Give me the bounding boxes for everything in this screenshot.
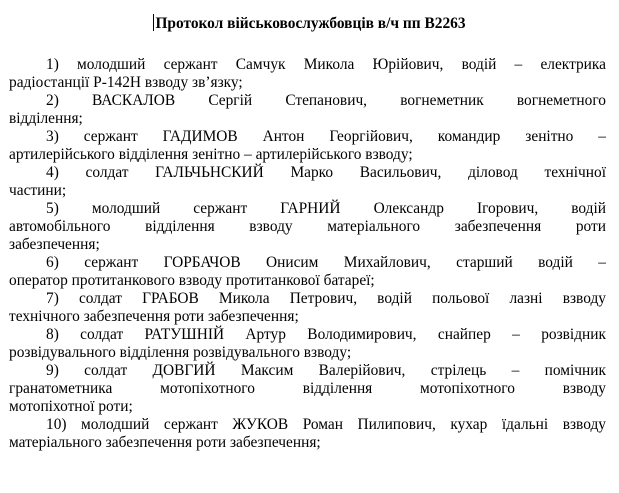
list-item-line: матеріального забезпечення роти забезпечення; (9, 434, 321, 451)
list-item-line: 6) сержант ГОРБАЧОВ Онисим Михайлович, старший водій – (46, 254, 606, 271)
list-item (9, 56, 606, 92)
list-item-line: артилерійського відділення зенітно – артилерійського взводу; (9, 146, 413, 163)
list-item (9, 128, 606, 164)
list-item (9, 164, 606, 200)
list-item-line: 10) молодший сержант ЖУКОВ Роман Пилипович, кухар їдальні взводу (46, 416, 606, 433)
list-item-line: 8) солдат РАТУШНІЙ Артур Володимирович, снайпер – розвідник (46, 326, 606, 343)
list-item-line: 7) солдат ГРАБОВ Микола Петрович, водій польової лазні взводу (46, 290, 606, 307)
list-item (9, 254, 606, 290)
list-item-line: забезпечення; (9, 236, 100, 253)
list-item-line: розвідувального відділення розвідувального взводу; (9, 344, 352, 361)
list-item (9, 200, 606, 254)
list-item-line: мотопіхотної роти; (9, 398, 133, 415)
list-item-line: 1) молодший сержант Самчук Микола Юрійович, водій – електрика (46, 56, 606, 73)
list-item-line: автомобільного відділення взводу матеріального забезпечення роти (9, 218, 606, 235)
document-title-text: Протокол військовослужбовців в/ч пп В2263 (155, 15, 466, 32)
list-item-line: гранатометника мотопіхотного відділення мотопіхотного взводу (9, 380, 606, 397)
list-item (9, 362, 606, 416)
document-body (9, 56, 606, 452)
list-item-line: 2) ВАСКАЛОВ Сергій Степанович, вогнеметник вогнеметного (46, 92, 606, 109)
list-item (9, 290, 606, 326)
list-item (9, 416, 606, 452)
list-item-line: 5) молодший сержант ГАРНИЙ Олександр Ігорович, водій (46, 200, 606, 217)
list-item (9, 326, 606, 362)
list-item-line: частини; (9, 182, 67, 199)
list-item-line: 4) солдат ГАЛЬЧЬНСКИЙ Марко Васильович, діловод технічної (46, 164, 606, 181)
document-title (0, 14, 619, 34)
list-item-line: радіостанції Р-142Н взводу зв’язку; (9, 74, 243, 91)
list-item-line: 3) сержант ГАДИМОВ Антон Георгійович, командир зенітно – (46, 128, 606, 145)
list-item-line: технічного забезпечення роти забезпечення; (9, 308, 299, 325)
list-item-line: відділення; (9, 110, 83, 127)
list-item (9, 92, 606, 128)
list-item-line: оператор протитанкового взводу протитанкової батареї; (9, 272, 375, 289)
list-item-line: 9) солдат ДОВГИЙ Максим Валерійович, стрілець – помічник (46, 362, 606, 379)
